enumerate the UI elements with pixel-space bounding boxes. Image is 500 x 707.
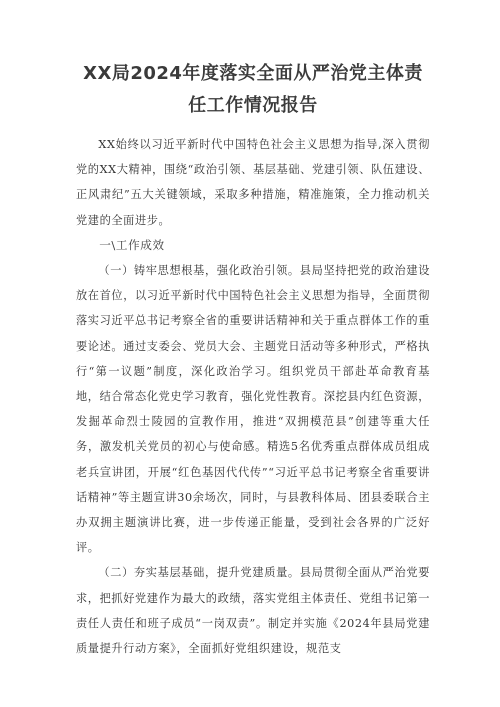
section-heading-work-results: 一\工作成效 xyxy=(99,237,165,252)
title-line-2: 任工作情况报告 xyxy=(188,95,318,116)
paragraph-grassroots-foundation: （二）夯实基层基础，提升党建质量。县局贯彻全面从严治党要求，把抓好党建作为最大的政绩，落实党组主体责任、党组书记第一责任人责任和班子成员“一岗双责”。制定并实施《2024年县局党建质量提升行动方案》，全面抓好党组织建设，规范支 xyxy=(76,566,430,656)
document-title xyxy=(76,58,430,122)
intro-paragraph: XX始终以习近平新时代中国特色社会主义思想为指导,深入贯彻党的XX大精神，围绕“政治引领、基层基础、党建引领、队伍建设、正风肃纪”五大关键领域，采取多种措施，精准施策，全力推动机关党建的全面进步。 xyxy=(76,138,430,227)
paragraph-political-guidance: （一）铸牢思想根基，强化政治引领。县局坚持把党的政治建设放在首位，以习近平新时代中国特色社会主义思想为指导，全面贯彻落实习近平总书记考察全省的重要讲话精神和关于重点群体工作的重要论述。通过支委会、党员大会、主题党日活动等多种形式，严格执行“第一议题”制度，深化政治学习。组织党员干部赴革命教育基地，结合常态化党史学习教育，强化党性教育。深挖县内红色资源，发掘革命烈士陵园的宣教作用，推进“双拥模范县”创建等重大任务，激发机关党员的初心与使命感。精选5名优秀重点群体成员组成老兵宣讲团，开展“红色基因代代传”“习近平总书记考察全省重要讲话精神”等主题宣讲30余场次，同时，与县教科体局、团县委联合主办双拥主题演讲比赛，进一步传递正能量，受到社会各界的广泛好评。 xyxy=(76,264,430,555)
title-line-1: XX局2024年度落实全面从严治党主体责 xyxy=(83,63,423,84)
